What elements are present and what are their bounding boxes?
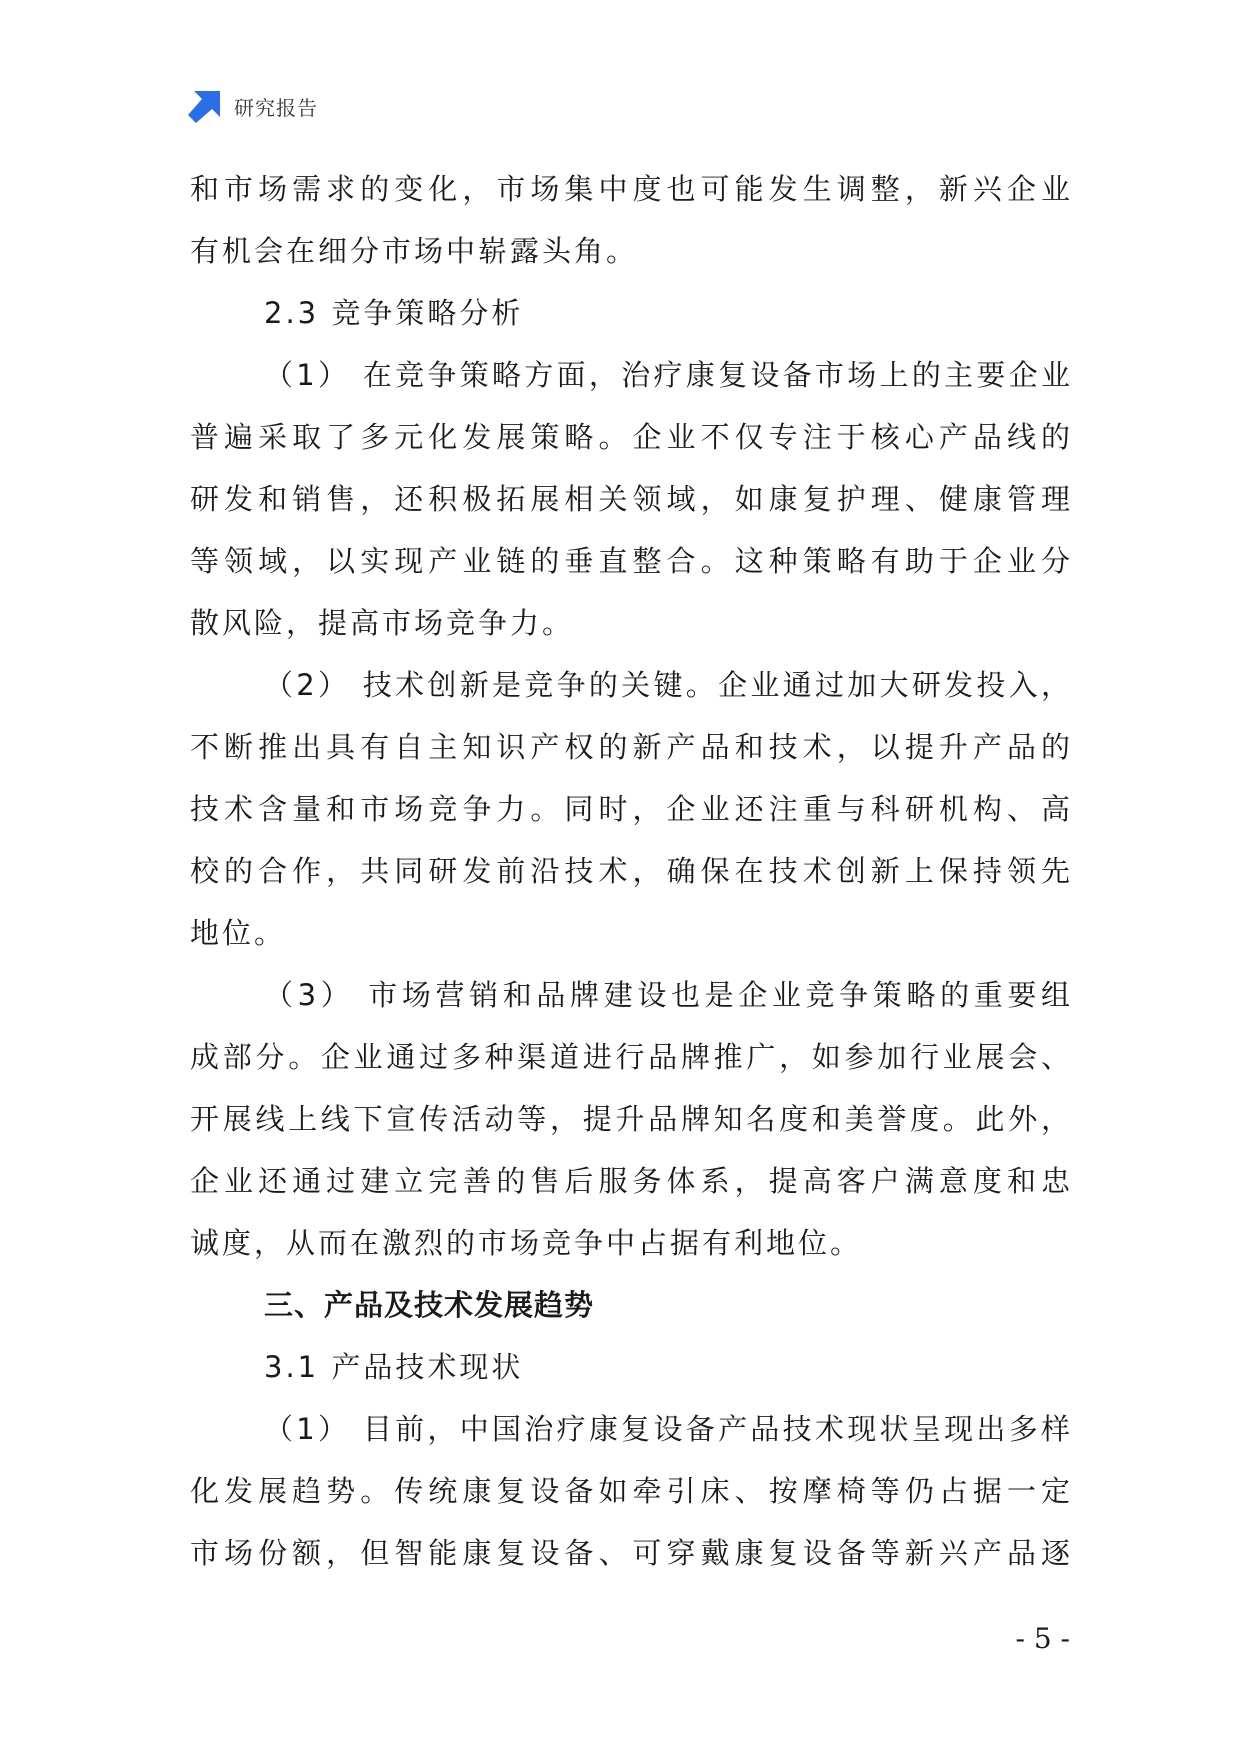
- body-line: 技术含量和市场竞争力。同时，企业还注重与科研机构、高: [190, 792, 1070, 826]
- arrow-up-right-icon: [188, 89, 222, 123]
- header-label: 研究报告: [234, 95, 318, 120]
- body-line: 等领域，以实现产业链的垂直整合。这种策略有助于企业分: [190, 544, 1070, 578]
- body-line: 企业还通过建立完善的售后服务体系，提高客户满意度和忠: [190, 1164, 1070, 1198]
- body-line: （3） 市场营销和品牌建设也是企业竞争策略的重要组: [264, 978, 1070, 1012]
- body-line: （2） 技术创新是竞争的关键。企业通过加大研发投入，: [264, 668, 1070, 702]
- body-line: 诚度，从而在激烈的市场竞争中占据有利地位。: [190, 1226, 863, 1260]
- body-line: （1） 目前，中国治疗康复设备产品技术现状呈现出多样: [264, 1412, 1070, 1446]
- document-body: [190, 158, 1070, 1584]
- body-line: 和市场需求的变化，市场集中度也可能发生调整，新兴企业: [190, 172, 1070, 206]
- page-number: - 5 -: [1015, 1622, 1070, 1655]
- body-line: 开展线上线下宣传活动等，提升品牌知名度和美誉度。此外，: [190, 1102, 1070, 1136]
- body-line: 不断推出具有自主知识产权的新产品和技术，以提升产品的: [190, 730, 1070, 764]
- body-line: 化发展趋势。传统康复设备如牵引床、按摩椅等仍占据一定: [190, 1474, 1070, 1508]
- body-line: 校的合作，共同研发前沿技术，确保在技术创新上保持领先: [190, 854, 1070, 888]
- report-header: [188, 88, 318, 124]
- body-line: 散风险，提高市场竞争力。: [190, 606, 575, 640]
- body-line: （1） 在竞争策略方面，治疗康复设备市场上的主要企业: [264, 358, 1070, 392]
- body-line: 有机会在细分市场中崭露头角。: [190, 234, 639, 268]
- body-line: 地位。: [190, 916, 287, 950]
- chapter-heading-3: 三、产品及技术发展趋势: [264, 1288, 595, 1322]
- body-line: 普遍采取了多元化发展策略。企业不仅专注于核心产品线的: [190, 420, 1070, 454]
- body-line: 研发和销售，还积极拓展相关领域，如康复护理、健康管理: [190, 482, 1070, 516]
- body-line: 成部分。企业通过多种渠道进行品牌推广，如参加行业展会、: [190, 1040, 1070, 1074]
- body-line: 市场份额，但智能康复设备、可穿戴康复设备等新兴产品逐: [190, 1536, 1070, 1570]
- section-heading-3-1: 3.1 产品技术现状: [264, 1350, 524, 1384]
- section-heading-2-3: 2.3 竞争策略分析: [264, 296, 524, 330]
